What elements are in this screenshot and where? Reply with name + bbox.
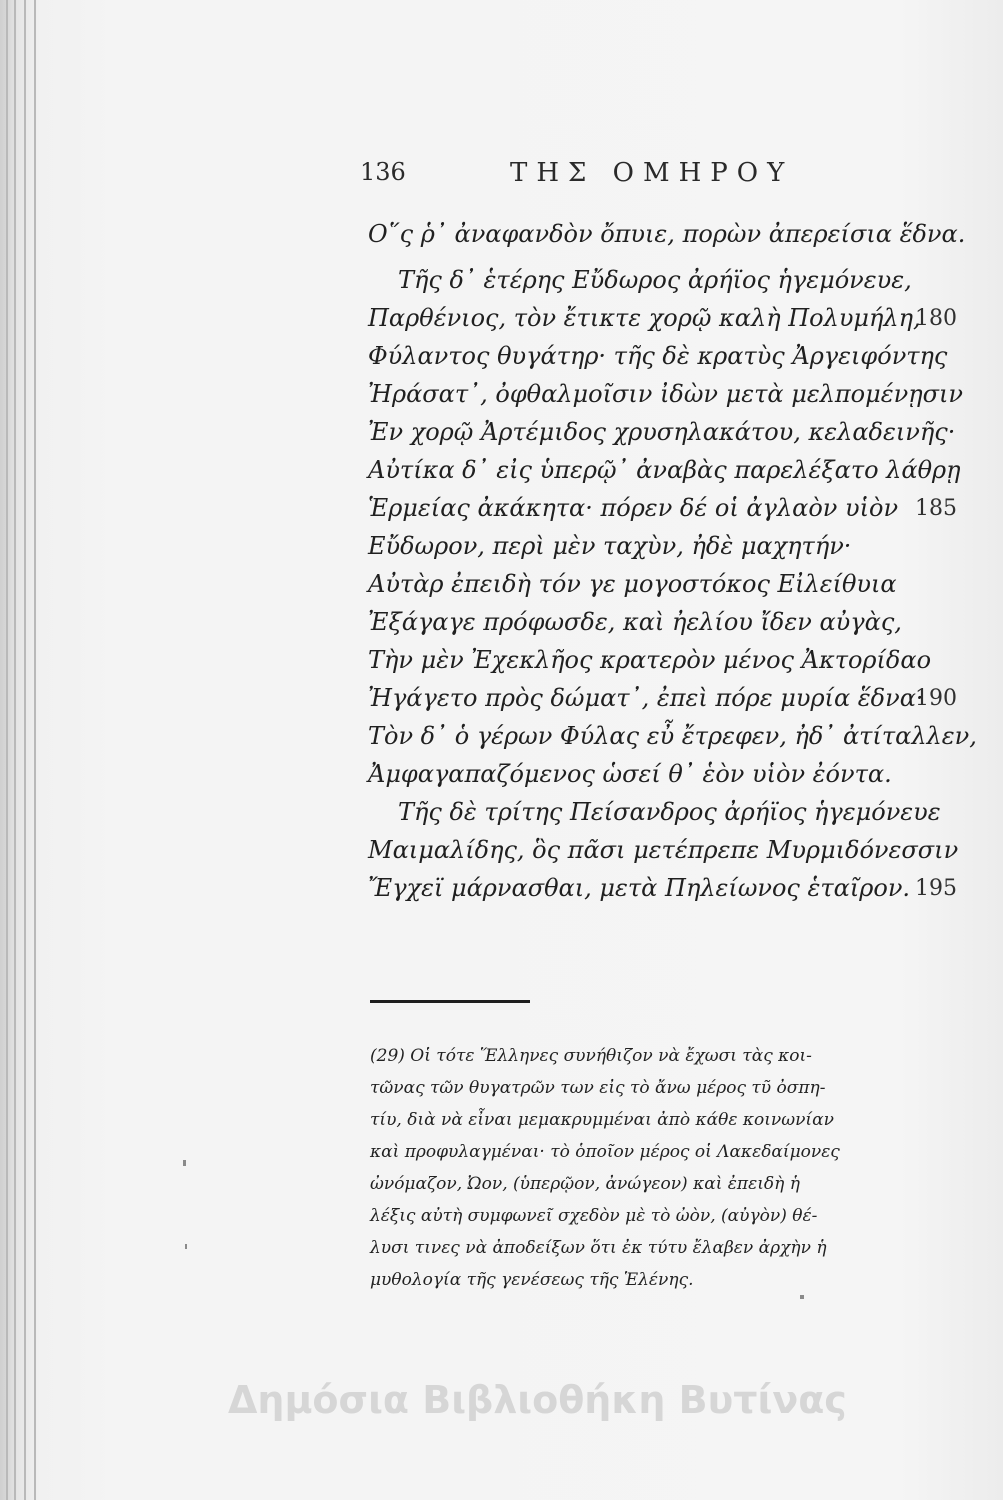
verse-number: 195 bbox=[915, 876, 957, 901]
running-title: ΤΗΣ ΟΜΗΡΟΥ bbox=[510, 158, 794, 188]
verse-line: Αὐτὰρ ἐπειδὴ τόν γε μογοστόκος Εἰλείθυια bbox=[368, 570, 897, 598]
footnote-line: λυσι τινες νὰ ἀποδείξων ὅτι ἐκ τύτυ ἔλαβεν ἀρχὴν ἡ bbox=[370, 1238, 827, 1258]
library-watermark: Δημόσια Βιβλιοθήκη Βυτίνας bbox=[228, 1378, 847, 1422]
footnote-line: μυθολογία τῆς γενέσεως τῆς Ἑλένης. bbox=[370, 1270, 694, 1290]
page-edge bbox=[24, 0, 26, 1500]
footnote-line: καὶ προφυλαγμέναι· τὸ ὁποῖον μέρος οἱ Λακεδαίμονες bbox=[370, 1142, 840, 1162]
page-edge bbox=[14, 0, 16, 1500]
verse-line: Μαιμαλίδης, ὃς πᾶσι μετέπρεπε Μυρμιδόνεσσιν bbox=[368, 836, 959, 864]
verse-line: Ἠγάγετο πρὸς δώματ᾽, ἐπεὶ πόρε μυρία ἕδνα· bbox=[368, 684, 924, 712]
footnote-line: ὠνόμαζον, Ὠον, (ὑπερῷον, ἀνώγεον) καὶ ἐπειδὴ ἡ bbox=[370, 1174, 800, 1194]
footnote-rule bbox=[370, 1000, 530, 1003]
footnote-line: τίυ, διὰ νὰ εἶναι μεμακρυμμέναι ἀπὸ κάθε κοινωνίαν bbox=[370, 1110, 834, 1130]
verse-line: Τὴν μὲν Ἐχεκλῆος κρατερὸν μένος Ἀκτορίδαο bbox=[368, 646, 932, 674]
verse-line: Ἐξάγαγε πρόφωσδε, καὶ ἠελίου ἴδεν αὐγὰς, bbox=[368, 608, 902, 636]
verse-line: Ο῞ς ῥ᾽ ἀναφανδὸν ὄπυιε, πορὼν ἀπερείσια ἕδνα. bbox=[368, 220, 966, 248]
verse-line: Φύλαντος θυγάτηρ· τῆς δὲ κρατὺς Ἀργειφόντης bbox=[368, 342, 948, 370]
footnote bbox=[370, 1040, 960, 1296]
verse-line: Τῆς δὲ τρίτης Πείσανδρος ἀρήϊος ἡγεμόνευε bbox=[398, 798, 941, 826]
verse-line: Ἀμφαγαπαζόμενος ὡσεί θ᾽ ἑὸν υἱὸν ἐόντα. bbox=[368, 760, 892, 788]
footnote-line: τῶνας τῶν θυγατρῶν των εἰς τὸ ἄνω μέρος τῦ ὀσπη- bbox=[370, 1078, 826, 1098]
paper-spot bbox=[185, 1244, 187, 1249]
paper-spot bbox=[183, 1160, 186, 1166]
page-edge bbox=[6, 0, 8, 1500]
page-edge bbox=[34, 0, 36, 1500]
verse-number: 180 bbox=[915, 306, 957, 331]
verse-line: Τὸν δ᾽ ὁ γέρων Φύλας εὖ ἔτρεφεν, ἠδ᾽ ἀτίταλλεν, bbox=[368, 722, 977, 750]
verse-line: Ἐν χορῷ Ἀρτέμιδος χρυσηλακάτου, κελαδεινῆς· bbox=[368, 418, 956, 446]
page-header bbox=[360, 158, 960, 198]
verse-number: 190 bbox=[915, 686, 957, 711]
verse-line: Ἑρμείας ἀκάκητα· πόρεν δέ οἱ ἀγλαὸν υἱὸν bbox=[368, 494, 899, 522]
page-number: 136 bbox=[360, 158, 406, 186]
verse-line: Αὐτίκα δ᾽ εἰς ὑπερῷ᾽ ἀναβὰς παρελέξατο λάθρῃ bbox=[368, 456, 961, 484]
footnote-line: λέξις αὐτὴ συμφωνεῖ σχεδὸν μὲ τὸ ὠὸν, (αὐγὸν) θέ- bbox=[370, 1206, 818, 1226]
footnote-line: (29) Οἱ τότε Ἕλληνες συνήθιζον νὰ ἔχωσι τὰς κοι- bbox=[370, 1046, 812, 1066]
verse-line: Ἠράσατ᾽, ὀφθαλμοῖσιν ἰδὼν μετὰ μελπομένῃσιν bbox=[368, 380, 963, 408]
verse-number: 185 bbox=[915, 496, 957, 521]
verse-line: Ἔγχεϊ μάρνασθαι, μετὰ Πηλείωνος ἑταῖρον. bbox=[368, 874, 911, 902]
verse-line: Εὔδωρον, περὶ μὲν ταχὺν, ἠδὲ μαχητήν· bbox=[368, 532, 852, 560]
verse-line: Τῆς δ᾽ ἑτέρης Εὔδωρος ἀρήϊος ἡγεμόνευε, bbox=[398, 266, 912, 294]
verse-line: Παρθένιος, τὸν ἔτικτε χορῷ καλὴ Πολυμήλη, bbox=[368, 304, 921, 332]
